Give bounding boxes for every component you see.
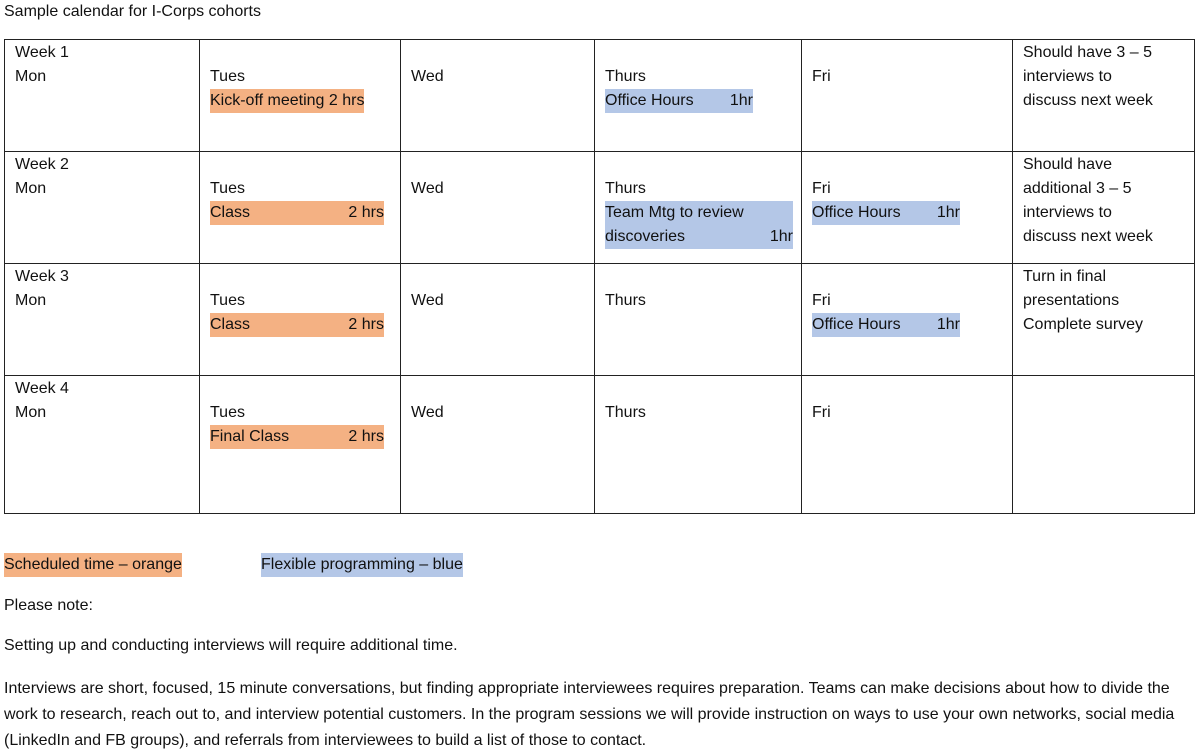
day-label: Wed (411, 292, 444, 309)
week-label: Week 2 (15, 156, 69, 173)
day-label: Fri (812, 180, 831, 197)
day-label: Fri (812, 404, 831, 421)
calendar-table (4, 39, 1195, 514)
flexible-event (812, 313, 960, 337)
day-label: Tues (210, 180, 245, 197)
day-label: Tues (210, 68, 245, 85)
day-label: Mon (15, 68, 47, 85)
tuesday-cell (200, 264, 401, 376)
note-paragraph: Interviews are short, focused, 15 minute conversations, but finding appropriate interviewees requires preparation. Teams can make decisions about how to divide the work to research, reach out to, and interview potential customers. In the program sessions we will provide instruction on ways to use your own networks, social media (LinkedIn and FB groups), and referrals from interviewees to build a list of those to contact. (4, 680, 1175, 749)
monday-cell (5, 264, 200, 376)
flexible-event (605, 225, 793, 249)
legend-scheduled: Scheduled time – orange (4, 553, 182, 577)
thursday-cell (595, 264, 802, 376)
flexible-event (812, 201, 960, 225)
day-label: Fri (812, 68, 831, 85)
wednesday-cell (401, 264, 595, 376)
note-line: Turn in final (1023, 268, 1106, 285)
legend (4, 553, 1194, 577)
friday-cell (802, 264, 1013, 376)
day-label: Thurs (605, 180, 646, 197)
day-label: Thurs (605, 404, 646, 421)
thursday-cell (595, 376, 802, 514)
day-label: Mon (15, 180, 47, 197)
friday-cell (802, 40, 1013, 152)
note-line: discuss next week (1023, 228, 1153, 245)
week-row (5, 40, 1195, 152)
event-label: Office Hours (605, 92, 694, 109)
event-duration: 1hr (729, 92, 753, 109)
week-note-cell (1013, 376, 1195, 514)
day-label: Tues (210, 404, 245, 421)
event-duration: 2 hrs (348, 316, 384, 333)
event-label: Final Class (210, 428, 290, 445)
day-label: Fri (812, 292, 831, 309)
note-line: Setting up and conducting interviews will require additional time. (4, 637, 458, 654)
week-note-cell (1013, 40, 1195, 152)
week-note-cell (1013, 152, 1195, 264)
scheduled-event (210, 425, 384, 449)
week-label: Week 3 (15, 268, 69, 285)
week-note-cell (1013, 264, 1195, 376)
event-label: Class (210, 316, 251, 333)
event-duration: 2 hrs (348, 204, 384, 221)
week-row (5, 264, 1195, 376)
week-label: Week 4 (15, 380, 69, 397)
event-duration: 1hr (769, 228, 793, 245)
note-line: Should have 3 – 5 (1023, 44, 1152, 61)
thursday-cell (595, 152, 802, 264)
flexible-event (605, 89, 753, 113)
event-duration: 1hr (936, 204, 960, 221)
monday-cell (5, 40, 200, 152)
day-label: Wed (411, 180, 444, 197)
event-label: discoveries (605, 228, 686, 245)
note-line: interviews to (1023, 68, 1112, 85)
day-label: Thurs (605, 292, 646, 309)
legend-flexible: Flexible programming – blue (261, 553, 463, 577)
note-line: Should have (1023, 156, 1112, 173)
note-heading: Please note: (4, 597, 93, 614)
scheduled-event: Kick-off meeting 2 hrs (210, 89, 364, 113)
day-label: Mon (15, 292, 47, 309)
note-line: additional 3 – 5 (1023, 180, 1132, 197)
note-line: interviews to (1023, 204, 1112, 221)
scheduled-event (210, 313, 384, 337)
day-label: Mon (15, 404, 47, 421)
thursday-cell (595, 40, 802, 152)
note-line: presentations (1023, 292, 1120, 309)
wednesday-cell (401, 152, 595, 264)
scheduled-event (210, 201, 384, 225)
wednesday-cell (401, 40, 595, 152)
week-row (5, 152, 1195, 264)
friday-cell (802, 152, 1013, 264)
event-label: Class (210, 204, 251, 221)
event-label: Office Hours (812, 316, 901, 333)
event-label: Team Mtg to review (605, 204, 744, 221)
flexible-event (605, 201, 793, 225)
event-duration: 2 hrs (348, 428, 384, 445)
event-label: Office Hours (812, 204, 901, 221)
day-label: Thurs (605, 68, 646, 85)
monday-cell (5, 376, 200, 514)
document-title: Sample calendar for I-Corps cohorts (4, 3, 261, 20)
event-duration: 1hr (936, 316, 960, 333)
day-label: Tues (210, 292, 245, 309)
friday-cell (802, 376, 1013, 514)
tuesday-cell (200, 376, 401, 514)
tuesday-cell (200, 40, 401, 152)
day-label: Wed (411, 404, 444, 421)
day-label: Wed (411, 68, 444, 85)
tuesday-cell (200, 152, 401, 264)
week-row (5, 376, 1195, 514)
note-line: discuss next week (1023, 92, 1153, 109)
monday-cell (5, 152, 200, 264)
wednesday-cell (401, 376, 595, 514)
week-label: Week 1 (15, 44, 69, 61)
note-line: Complete survey (1023, 316, 1144, 333)
